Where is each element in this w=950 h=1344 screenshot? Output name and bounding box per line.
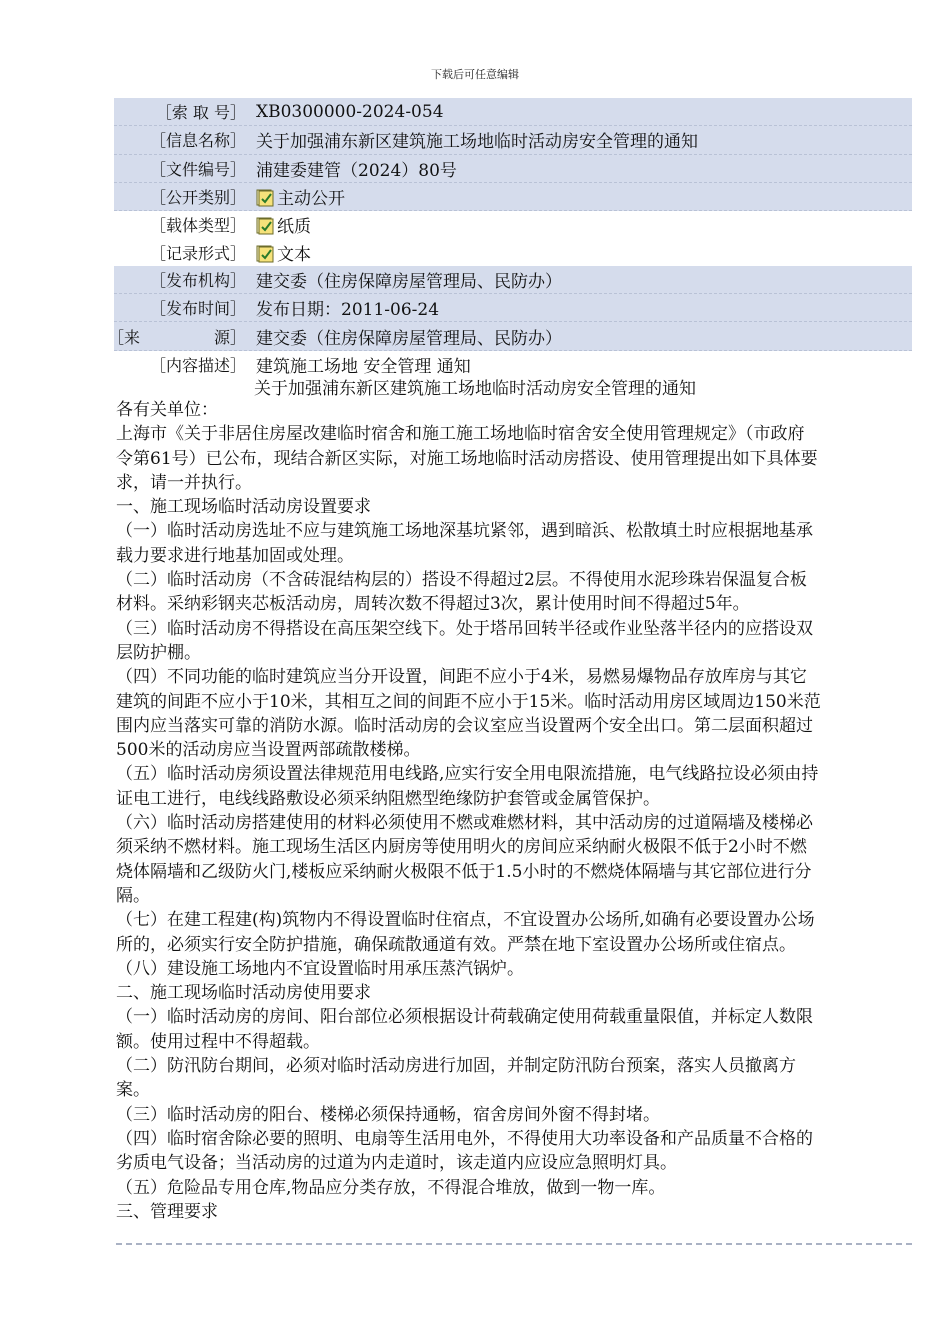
meta-row-record-form [114, 238, 912, 265]
meta-row-carrier-type [114, 211, 912, 238]
body-line: 材料。采纳彩钢夹芯板活动房，周转次数不得超过3次，累计使用时间不得超过5年。 [116, 594, 750, 615]
body-line: （二）临时活动房（不含砖混结构层的）搭设不得超过2层。不得使用水泥珍珠岩保温复合板 [116, 570, 807, 591]
body-line: 烧体隔墙和乙级防火门,楼板应采纳耐火极限不低于1.5小时的不燃烧体隔墙与其它部位进行分 [116, 861, 812, 882]
meta-label-left: ［来 [108, 327, 141, 347]
document-check-icon [256, 189, 275, 207]
body-line: 隔。 [116, 885, 150, 906]
body-line: （三）临时活动房的阳台、楼梯必须保持通畅，宿舍房间外窗不得封堵。 [116, 1104, 660, 1125]
document-title: 关于加强浦东新区建筑施工场地临时活动房安全管理的通知 [254, 379, 696, 399]
body-line: 令第61号）已公布，现结合新区实际，对施工场地临时活动房搭设、使用管理提出如下具体要 [116, 448, 818, 469]
meta-value: XB0300000-2024-054 [256, 101, 444, 122]
body-line: （六）临时活动房搭建使用的材料必须使用不燃或难燃材料，其中活动房的过道隔墙及楼梯必 [116, 813, 813, 834]
document-check-icon [256, 245, 275, 263]
body-line: 所的，必须实行安全防护措施，确保疏散通道有效。严禁在地下室设置办公场所或住宿点。 [116, 934, 796, 955]
body-line: （八）建设施工场地内不宜设置临时用承压蒸汽锅炉。 [116, 958, 524, 979]
body-line: 二、施工现场临时活动房使用要求 [116, 983, 371, 1004]
meta-label: ［文件编号］ [149, 159, 246, 179]
body-line: （四）临时宿舍除必要的照明、电扇等生活用电外，不得使用大功率设备和产品质量不合格的 [116, 1128, 813, 1149]
meta-label: ［内容描述］ [149, 355, 246, 375]
body-line: 各有关单位： [116, 400, 218, 420]
body-line: 上海市《关于非居住房屋改建临时宿舍和施工施工场地临时宿舍安全使用管理规定》（市政府 [116, 424, 805, 445]
document-body [116, 398, 914, 1224]
meta-label-right: 源］ [213, 327, 246, 347]
meta-row-publisher [114, 266, 912, 294]
meta-value: 建筑施工场地 安全管理 通知 [256, 356, 471, 377]
meta-label: ［索 取 号］ [155, 103, 246, 123]
meta-value-with-icon [252, 212, 912, 237]
body-line: 三、管理要求 [116, 1201, 218, 1222]
body-line: 载力要求进行地基加固或处理。 [116, 545, 354, 566]
meta-value: 主动公开 [277, 189, 345, 210]
body-line: （一）临时活动房的房间、阳台部位必须根据设计荷载确定使用荷载重量限值，并标定人数限 [116, 1007, 813, 1028]
meta-label: ［载体类型］ [149, 216, 246, 236]
body-line: 建筑的间距不应小于10米，其相互之间的间距不应小于15米。临时活动用房区域周边150米范 [116, 691, 821, 712]
meta-value-with-icon [252, 184, 912, 209]
body-line: 围内应当落实可靠的消防水源。临时活动房的会议室应当设置两个安全出口。第二层面积超过 [116, 715, 813, 736]
body-line: 求，请一并执行。 [116, 472, 252, 493]
meta-label: ［记录形式］ [149, 243, 246, 263]
meta-row-document-number [114, 155, 912, 183]
meta-row-info-name [114, 126, 912, 154]
body-line: （五）临时活动房须设置法律规范用电线路,应实行安全用电限流措施，电气线路拉设必须由持 [116, 764, 819, 785]
body-line: （五）危险品专用仓库,物品应分类存放，不得混合堆放，做到一物一库。 [116, 1177, 666, 1198]
body-line: 案。 [116, 1080, 150, 1101]
metadata-table [108, 98, 912, 378]
document-check-icon [256, 217, 275, 235]
body-line: 须采纳不燃材料。施工现场生活区内厨房等使用明火的房间应采纳耐火极限不低于2小时不燃 [116, 837, 807, 858]
meta-label: ［信息名称］ [149, 131, 246, 151]
meta-label: ［发布时间］ [149, 299, 246, 319]
body-line: （一）临时活动房选址不应与建筑施工场地深基坑紧邻，遇到暗浜、松散填土时应根据地基承 [116, 521, 813, 542]
body-line: （四）不同功能的临时建筑应当分开设置，间距不应小于4米，易燃易爆物品存放库房与其它 [116, 667, 807, 688]
meta-label: ［发布机构］ [149, 270, 246, 290]
body-line: 额。使用过程中不得超载。 [116, 1031, 320, 1052]
body-line: 层防护棚。 [116, 642, 201, 663]
body-line: （二）防汛防台期间，必须对临时活动房进行加固，并制定防汛防台预案，落实人员撤离方 [116, 1056, 796, 1077]
body-line: （三）临时活动房不得搭设在高压架空线下。处于塔吊回转半径或作业坠落半径内的应搭设双 [116, 618, 813, 639]
body-line: 劣质电气设备；当活动房的过道为内走道时，该走道内应设应急照明灯具。 [116, 1153, 677, 1174]
meta-row-source [108, 322, 912, 350]
body-line: （七）在建工程建(构)筑物内不得设置临时住宿点，不宜设置办公场所,如确有必要设置办公场 [116, 910, 815, 931]
bottom-divider [116, 1243, 912, 1245]
meta-value: 建交委（住房保障房屋管理局、民防办） [256, 271, 562, 292]
header-note: 下载后可任意编辑 [431, 68, 519, 81]
meta-value: 文本 [277, 244, 311, 265]
meta-value: 纸质 [277, 217, 311, 238]
body-line: 一、施工现场临时活动房设置要求 [116, 497, 371, 518]
meta-value-with-icon [252, 240, 912, 265]
meta-label: ［公开类别］ [149, 188, 246, 208]
meta-value: 建交委（住房保障房屋管理局、民防办） [256, 328, 562, 349]
meta-row-disclosure-category [114, 183, 912, 211]
body-line: 证电工进行，电线线路敷设必须采纳阻燃型绝缘防护套管或金属管保护。 [116, 788, 660, 809]
meta-row-index-number [114, 98, 912, 126]
meta-value: 浦建委建管（2024）80号 [256, 160, 457, 181]
body-line: 500米的活动房应当设置两部疏散楼梯。 [116, 740, 421, 761]
meta-value: 关于加强浦东新区建筑施工场地临时活动房安全管理的通知 [256, 132, 698, 153]
meta-label [108, 325, 252, 348]
meta-row-publish-time [114, 294, 912, 322]
meta-value: 发布日期：2011-06-24 [256, 300, 440, 321]
